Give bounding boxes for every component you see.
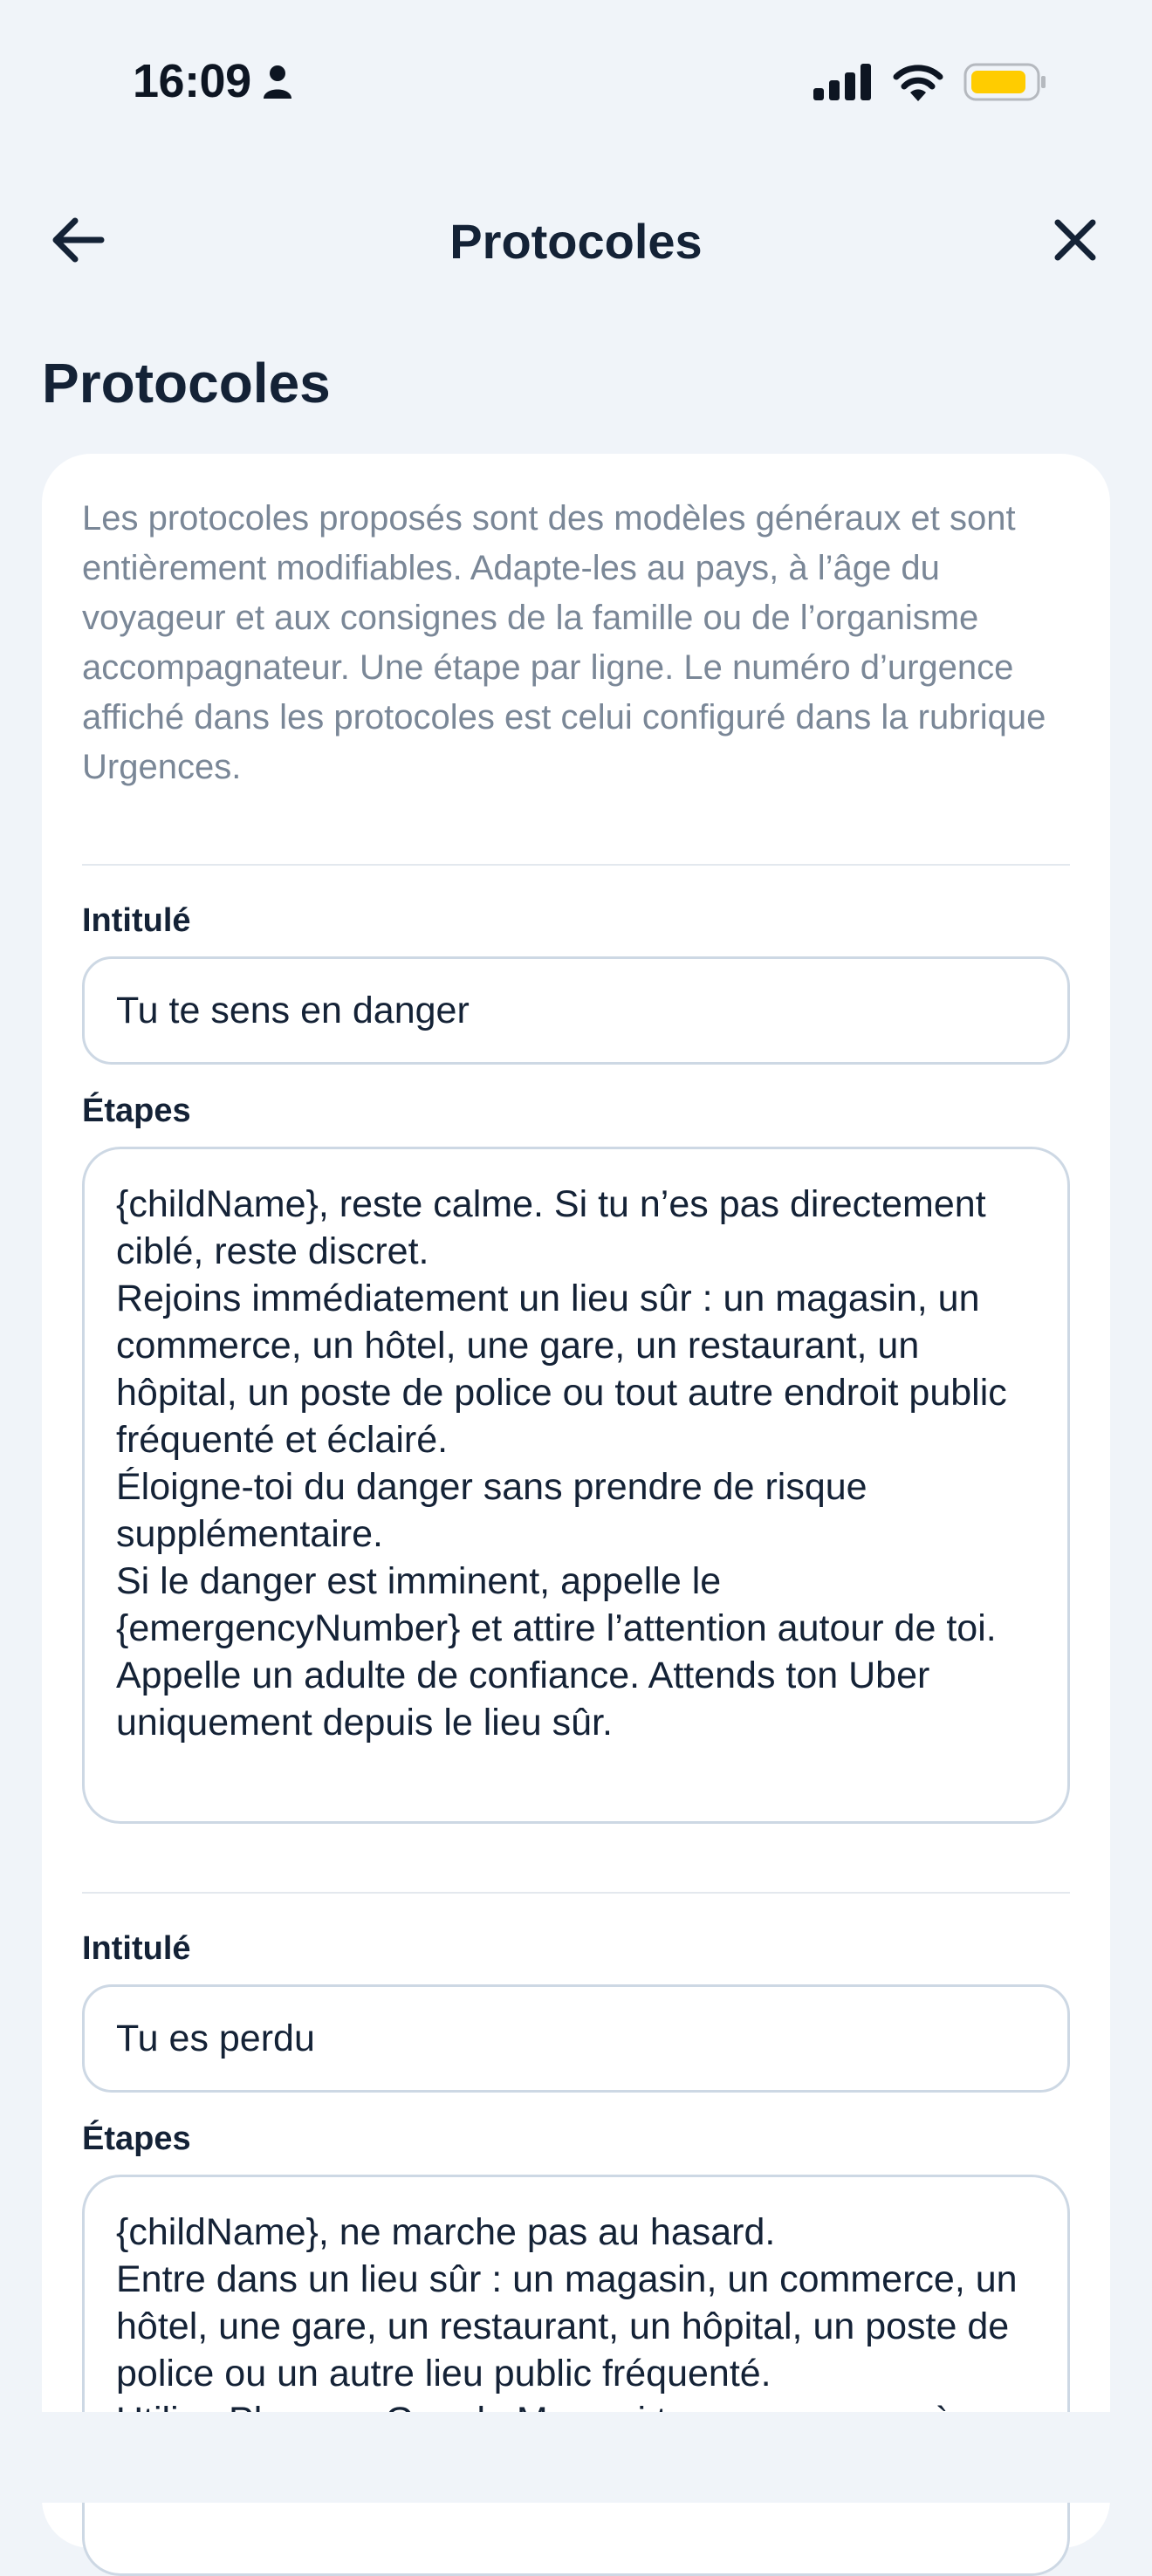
protocol-steps-value: {childName}, ne marche pas au hasard. Entre dans un lieu sûr : un magasin, un commerce, un hôtel, une gare, un restaurant, un hôpital, un poste de police ou un autre lieu public fréquenté. (116, 2211, 1018, 2394)
protocol-steps-label: Étapes (82, 2120, 191, 2157)
bottom-safe-area (0, 2412, 1152, 2503)
protocol-title-input[interactable] (82, 956, 1070, 1065)
nav-title: Protocoles (449, 214, 703, 269)
protocol-title-label: Intitulé (82, 902, 191, 939)
close-icon (1053, 217, 1098, 263)
protocol-steps-label: Étapes (82, 1093, 191, 1129)
status-icons (813, 63, 1047, 101)
divider (82, 1892, 1070, 1894)
protocol-steps-value: {childName}, reste calme. Si tu n’es pas directement ciblé, reste discret. Rejoins immédiatement un lieu sûr : un magasin, un commerce, un hôtel, une gare, un restaurant, un hôpital, un poste de police ou tout autre endroit public fréquenté et éclairé. Éloigne-toi du danger sans prendre de risque supplémentaire. Si le danger est imminent, appelle le {emergencyNumber} et attire l’attention autour de toi. Appelle un adulte de confiance. Attends ton Uber uniquement depuis le lieu sûr. (116, 1183, 1007, 1744)
person-icon (262, 64, 293, 99)
protocols-card (42, 454, 1110, 2548)
divider (82, 864, 1070, 866)
clock: 16:09 (133, 55, 251, 107)
protocol-title-value: Tu es perdu (116, 2017, 315, 2059)
wifi-icon (892, 63, 944, 101)
page-title: Protocoles (42, 352, 331, 414)
protocol-steps-textarea[interactable] (82, 1147, 1070, 1824)
close-button[interactable] (1040, 209, 1110, 271)
protocol-title-value: Tu te sens en danger (116, 989, 470, 1031)
cellular-signal-icon (813, 64, 873, 100)
battery-icon (963, 63, 1047, 101)
intro-text: Les protocoles proposés sont des modèles généraux et sont entièrement modifiables. Adapte-les au pays, à l’âge du voyageur et aux consignes de la famille ou de l’organisme accompagnateur. Une étape par ligne. Le numéro d’urgence affiché dans les protocoles est celui configuré dans la rubrique Urgences. (82, 499, 1046, 786)
protocol-title-input[interactable] (82, 1984, 1070, 2093)
navigation-bar (0, 192, 1152, 288)
protocol-steps-textarea[interactable] (82, 2175, 1070, 2576)
status-bar (0, 0, 1152, 166)
protocol-title-label: Intitulé (82, 1930, 191, 1967)
status-time (133, 54, 293, 108)
